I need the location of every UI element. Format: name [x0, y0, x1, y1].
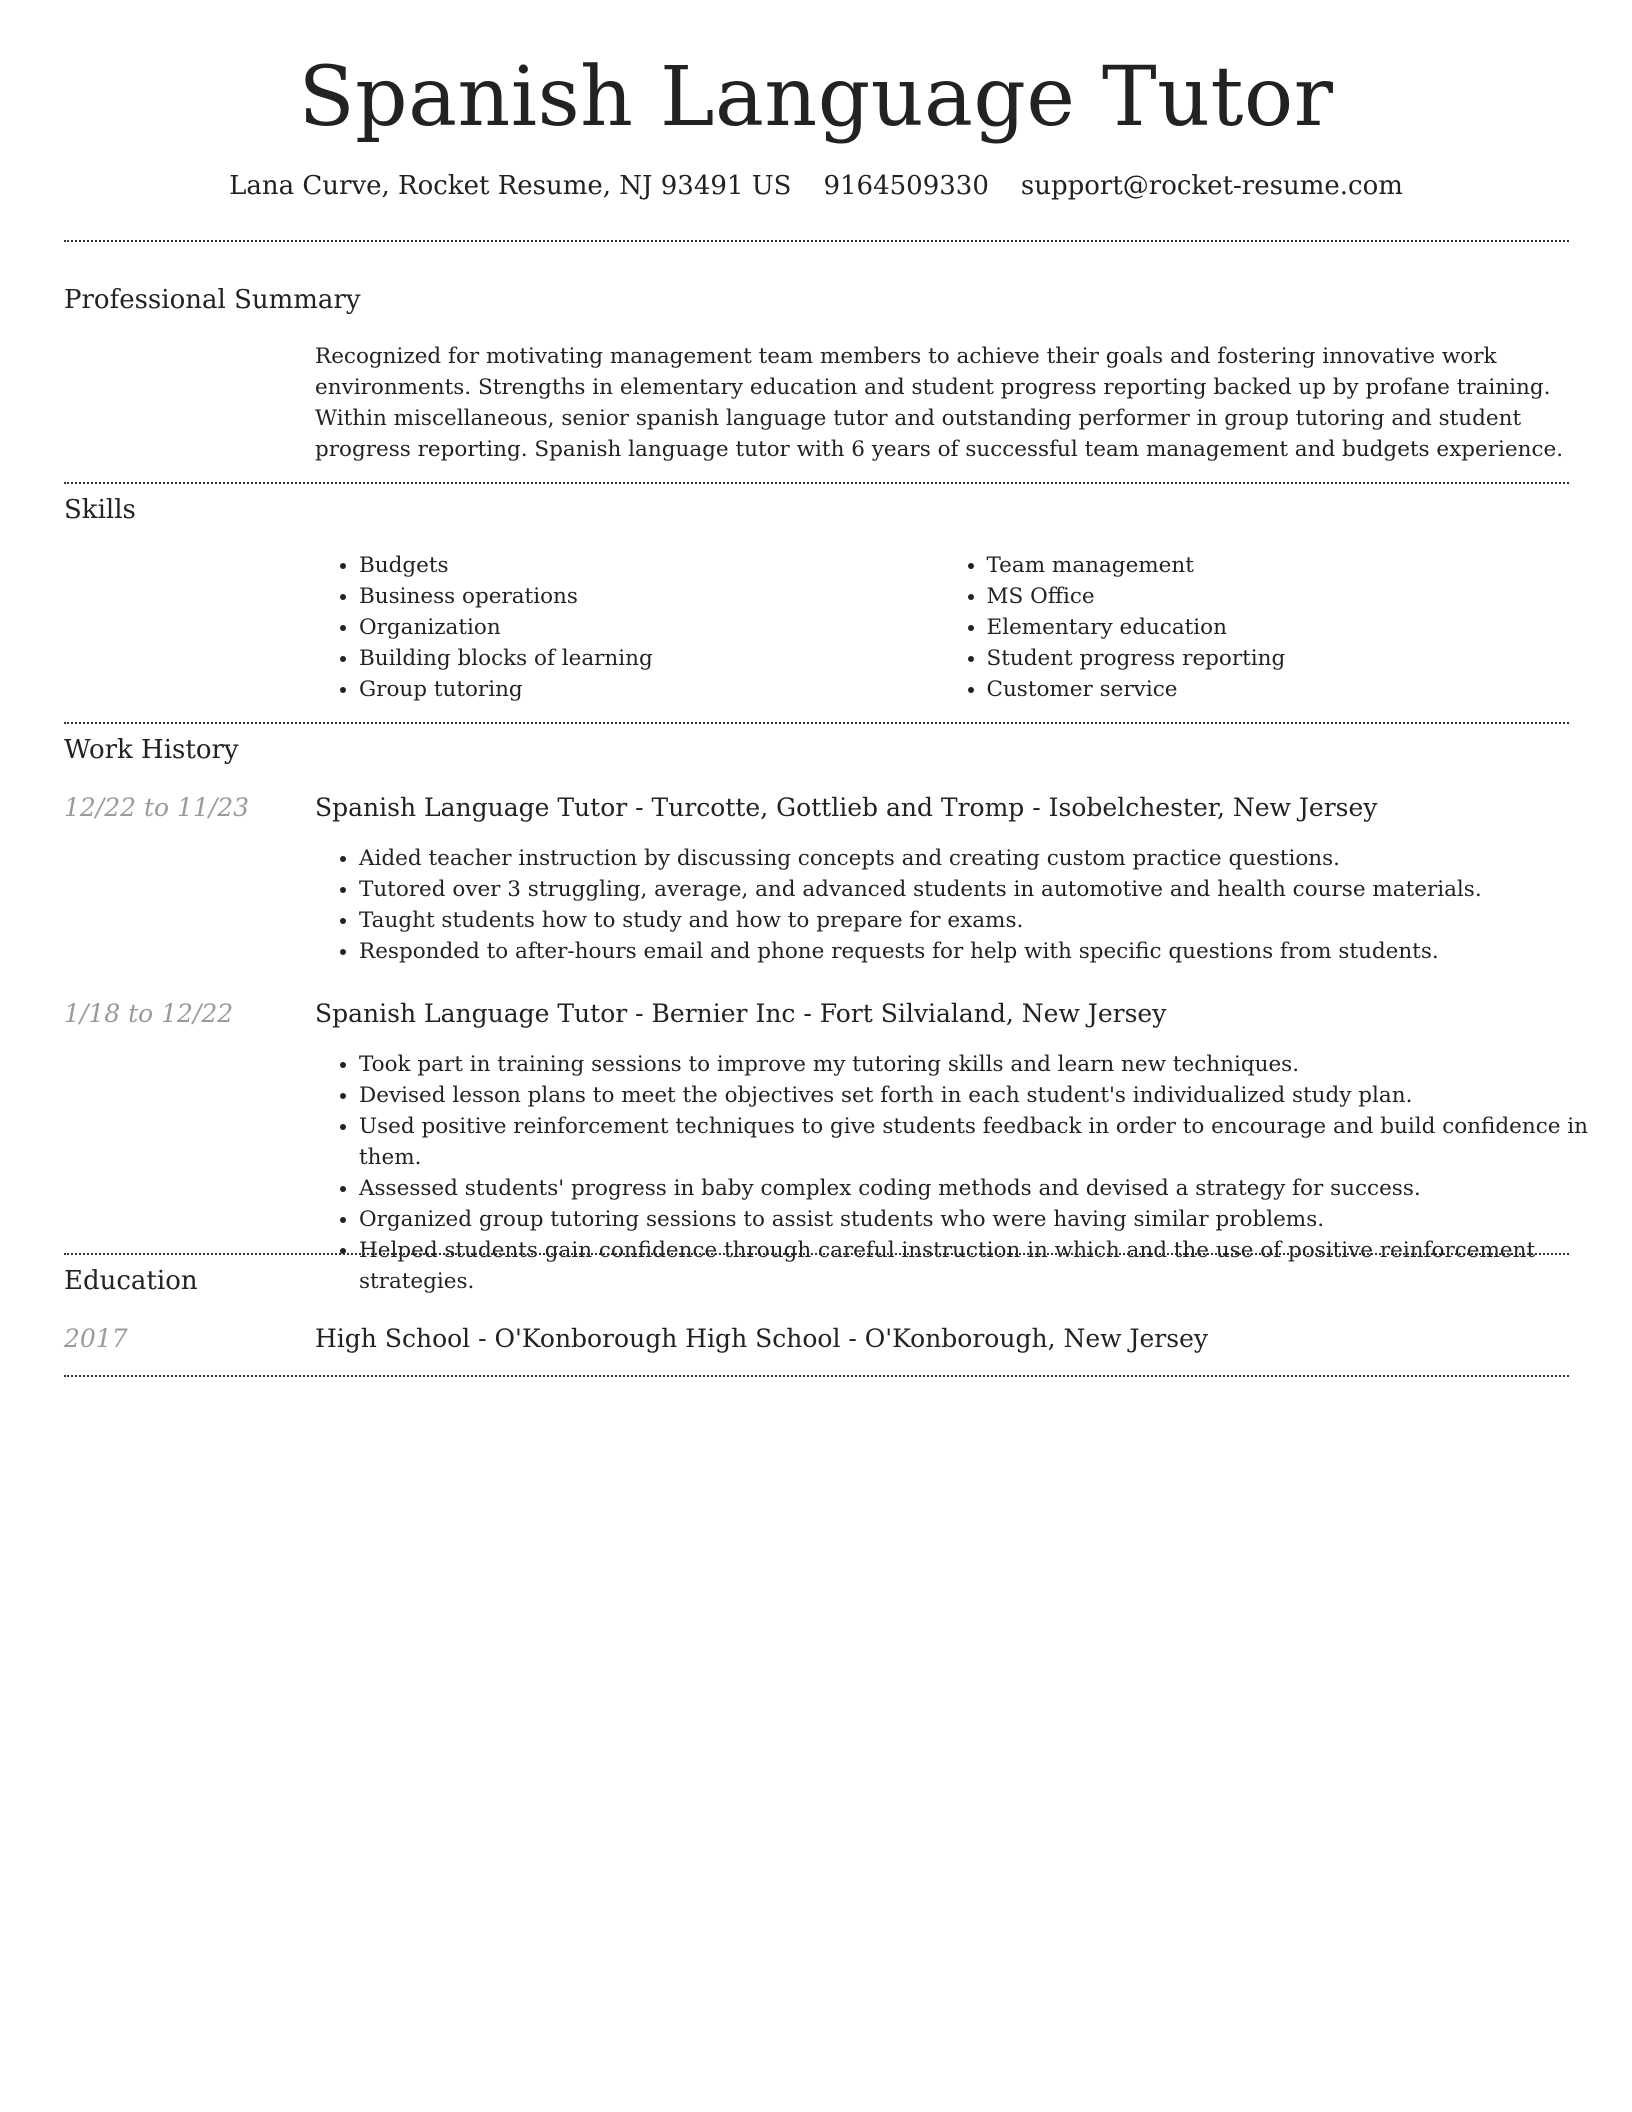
job-dates: 12/22 to 11/23	[64, 793, 250, 822]
work-history-heading: Work History	[64, 735, 239, 765]
skill-item: • Elementary education	[987, 612, 1571, 643]
education-heading: Education	[64, 1266, 198, 1296]
job-title: Spanish Language Tutor	[315, 999, 628, 1028]
skill-item: • Organization	[359, 612, 943, 643]
section-divider	[64, 1253, 1569, 1255]
skill-item: • Business operations	[359, 581, 943, 612]
job-bullet: • Taught students how to study and how to prepare for exams.	[359, 905, 1614, 936]
job-bullet: • Devised lesson plans to meet the objectives set forth in each student's individualized study plan.	[359, 1080, 1614, 1111]
section-divider	[64, 240, 1569, 242]
section-divider	[64, 722, 1569, 724]
job-bullet: • Organized group tutoring sessions to assist students who were having similar problems.	[359, 1204, 1614, 1235]
job-bullets	[315, 843, 1614, 967]
job-dates: 1/18 to 12/22	[64, 999, 234, 1028]
skill-item: • Student progress reporting	[987, 643, 1571, 674]
contact-line	[0, 170, 1632, 202]
contact-email: support@rocket-resume.com	[1020, 171, 1403, 201]
skill-item: • MS Office	[987, 581, 1571, 612]
education-details: - O'Konborough High School - O'Konborough, New Jersey	[470, 1324, 1208, 1353]
job-details: - Turcotte, Gottlieb and Tromp - Isobelchester, New Jersey	[627, 793, 1378, 822]
education-heading-line	[315, 1323, 1208, 1355]
resume-header	[0, 0, 1632, 202]
skill-item: • Group tutoring	[359, 674, 943, 705]
skill-item: • Team management	[987, 550, 1571, 581]
job-bullet: • Aided teacher instruction by discussing concepts and creating custom practice questions.	[359, 843, 1614, 874]
job-details: - Bernier Inc - Fort Silvialand, New Jersey	[627, 999, 1167, 1028]
skills-column-right	[943, 550, 1571, 705]
education-degree: High School	[315, 1324, 471, 1353]
job-bullet: • Tutored over 3 struggling, average, and advanced students in automotive and health course materials.	[359, 874, 1614, 905]
skill-item: • Budgets	[359, 550, 943, 581]
job-bullets	[315, 1049, 1614, 1297]
education-date: 2017	[64, 1324, 128, 1353]
job-bullet: • Assessed students' progress in baby complex coding methods and devised a strategy for success.	[359, 1173, 1614, 1204]
skill-item: • Building blocks of learning	[359, 643, 943, 674]
contact-phone: 9164509330	[823, 171, 989, 201]
summary-text: Recognized for motivating management team members to achieve their goals and fostering innovative work environments. Strengths in elementary education and student progress reporting backed up by profane training. Within miscellaneous, senior spanish language tutor and outstanding performer in group tutoring and student progress reporting. Spanish language tutor with 6 years of successful team management and budgets experience.	[315, 344, 1564, 462]
job-heading	[315, 998, 1166, 1030]
job-bullet: • Responded to after-hours email and phone requests for help with specific questions from students.	[359, 936, 1614, 967]
job-bullet: • Took part in training sessions to improve my tutoring skills and learn new techniques.	[359, 1049, 1614, 1080]
skills-column-left	[315, 550, 943, 705]
section-divider	[64, 482, 1569, 484]
job-title: Spanish Language Tutor	[315, 793, 628, 822]
job-bullet: • Helped students gain confidence through careful instruction in which and the use of positive reinforcement strategies.	[359, 1235, 1614, 1297]
summary-heading: Professional Summary	[64, 285, 361, 315]
job-bullet: • Used positive reinforcement techniques to give students feedback in order to encourage and build confidence in them.	[359, 1111, 1614, 1173]
skill-item: • Customer service	[987, 674, 1571, 705]
section-divider	[64, 1375, 1569, 1377]
skills-list	[315, 550, 1570, 705]
contact-address: Lana Curve, Rocket Resume, NJ 93491 US	[229, 171, 792, 201]
job-heading	[315, 792, 1377, 824]
resume-name: Spanish Language Tutor	[298, 50, 1334, 145]
skills-heading: Skills	[64, 495, 136, 525]
